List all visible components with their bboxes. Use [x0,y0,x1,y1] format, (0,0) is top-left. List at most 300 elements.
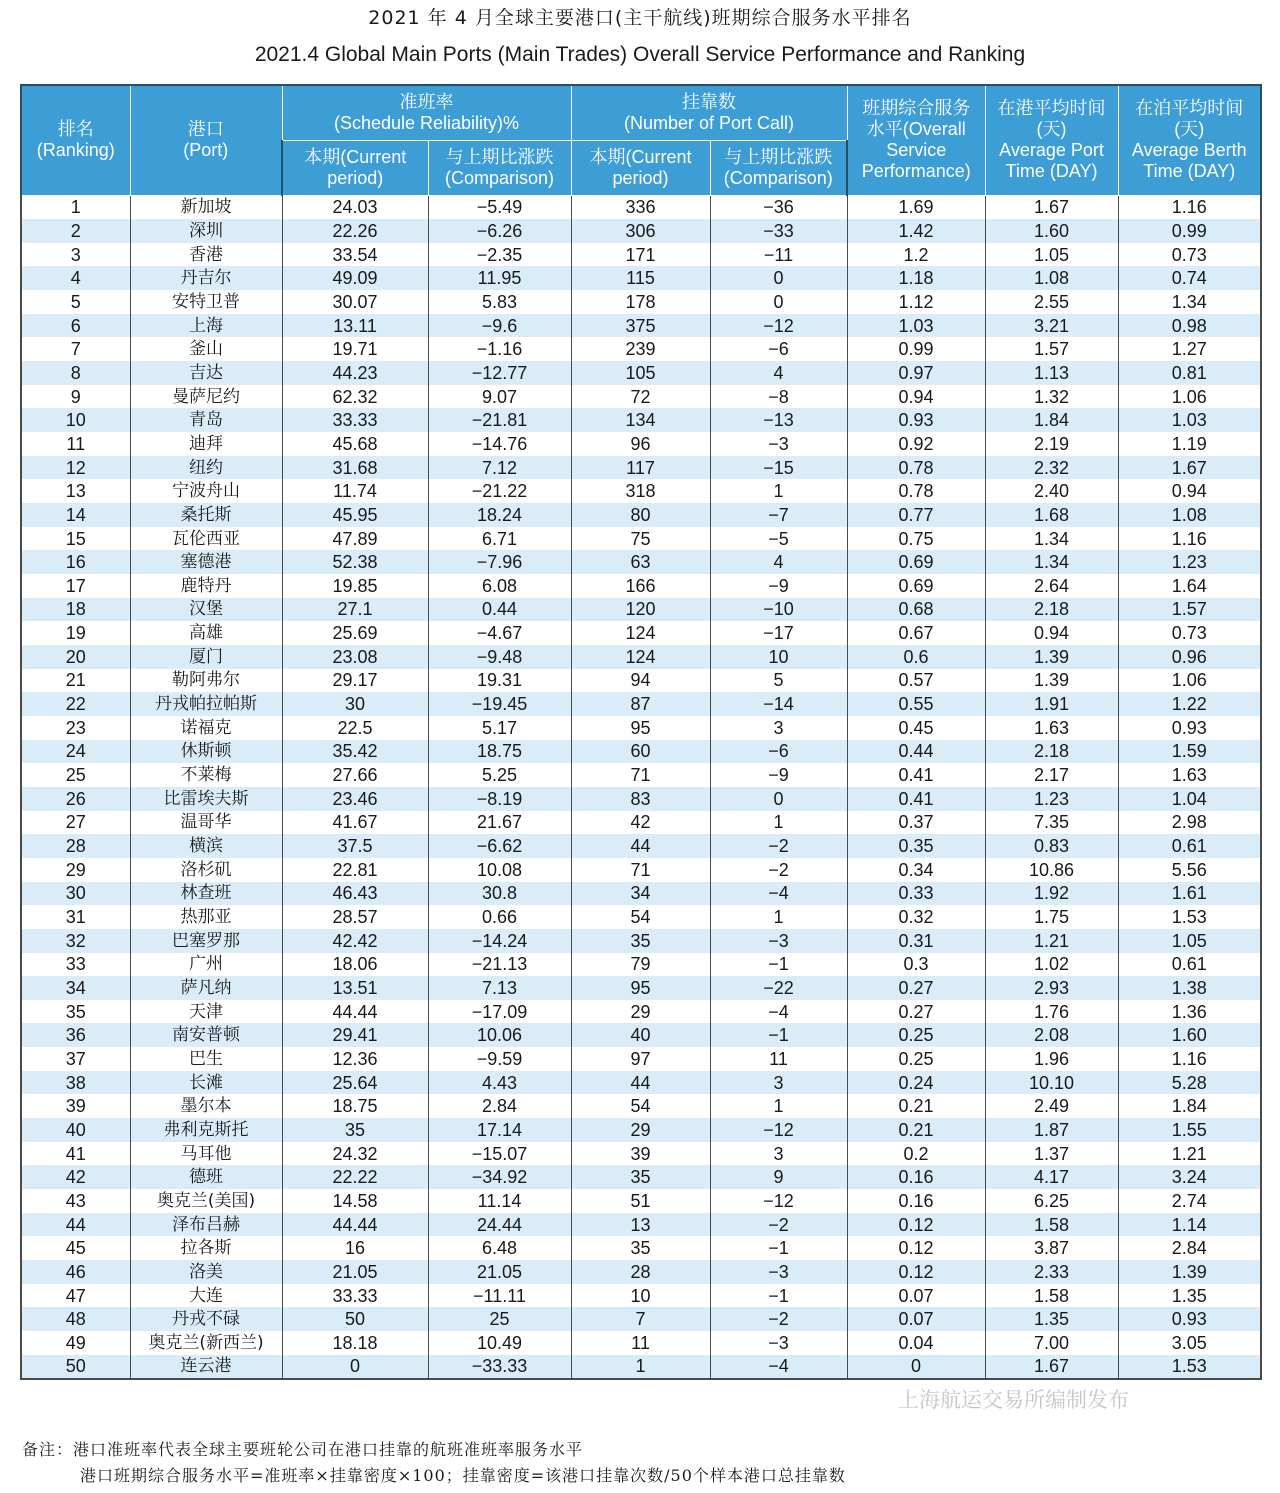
cell-avg-port-time: 1.08 [985,266,1118,290]
cell-reliability-current: 25.69 [282,621,428,645]
cell-port: 休斯顿 [130,740,282,764]
cell-port-call-comparison: 10 [710,645,847,669]
header-port: 港口 (Port) [130,85,282,195]
cell-port: 德班 [130,1165,282,1189]
cell-port: 长滩 [130,1071,282,1095]
cell-port-call-comparison: −17 [710,621,847,645]
cell-port-call-current: 44 [571,834,710,858]
cell-reliability-comparison: 11.14 [428,1189,571,1213]
cell-rank: 34 [21,976,130,1000]
cell-overall-score: 0.67 [847,621,985,645]
cell-port: 丹戎帕拉帕斯 [130,692,282,716]
cell-avg-port-time: 4.17 [985,1165,1118,1189]
cell-port: 墨尔本 [130,1094,282,1118]
cell-avg-port-time: 2.64 [985,574,1118,598]
cell-overall-score: 0.78 [847,456,985,480]
cell-avg-berth-time: 1.57 [1118,598,1261,622]
cell-port-call-current: 13 [571,1213,710,1237]
cell-avg-port-time: 1.02 [985,953,1118,977]
cell-port-call-comparison: 0 [710,290,847,314]
table-row [21,408,1261,432]
cell-port-call-current: 39 [571,1142,710,1166]
cell-overall-score: 0.35 [847,834,985,858]
cell-port-call-current: 35 [571,1165,710,1189]
page-title-en: 2021.4 Global Main Ports (Main Trades) Overall Service Performance and Ranking [254,43,1026,66]
cell-avg-berth-time: 1.21 [1118,1142,1261,1166]
cell-avg-berth-time: 2.74 [1118,1189,1261,1213]
cell-rank: 39 [21,1094,130,1118]
cell-reliability-comparison: 6.08 [428,574,571,598]
cell-port: 天津 [130,1000,282,1024]
cell-port-call-comparison: −22 [710,976,847,1000]
cell-avg-port-time: 1.39 [985,645,1118,669]
cell-reliability-current: 33.54 [282,243,428,267]
cell-overall-score: 0.33 [847,882,985,906]
cell-overall-score: 1.12 [847,290,985,314]
cell-reliability-comparison: 0.66 [428,905,571,929]
cell-port-call-current: 63 [571,550,710,574]
table-row [21,1118,1261,1142]
cell-avg-berth-time: 1.27 [1118,337,1261,361]
cell-port-call-current: 51 [571,1189,710,1213]
cell-rank: 24 [21,740,130,764]
cell-reliability-current: 29.17 [282,669,428,693]
cell-port-call-comparison: 1 [710,1094,847,1118]
cell-reliability-comparison: 6.48 [428,1236,571,1260]
cell-port-call-current: 171 [571,243,710,267]
cell-reliability-current: 22.5 [282,716,428,740]
cell-reliability-current: 12.36 [282,1047,428,1071]
cell-avg-berth-time: 1.60 [1118,1023,1261,1047]
cell-port-call-current: 120 [571,598,710,622]
cell-reliability-comparison: −2.35 [428,243,571,267]
cell-port: 拉各斯 [130,1236,282,1260]
cell-reliability-comparison: −12.77 [428,361,571,385]
cell-avg-port-time: 2.19 [985,432,1118,456]
cell-rank: 18 [21,598,130,622]
cell-reliability-current: 35.42 [282,740,428,764]
cell-port: 安特卫普 [130,290,282,314]
table-row [21,976,1261,1000]
cell-port-call-comparison: 0 [710,266,847,290]
cell-overall-score: 0.41 [847,787,985,811]
cell-port-call-current: 72 [571,385,710,409]
cell-avg-port-time: 7.00 [985,1331,1118,1355]
cell-port-call-comparison: −9 [710,574,847,598]
cell-avg-berth-time: 1.63 [1118,763,1261,787]
cell-port-call-current: 75 [571,527,710,551]
cell-reliability-current: 27.1 [282,598,428,622]
cell-port-call-current: 83 [571,787,710,811]
cell-reliability-current: 22.22 [282,1165,428,1189]
cell-avg-berth-time: 0.74 [1118,266,1261,290]
table-row [21,195,1261,219]
table-row [21,953,1261,977]
cell-reliability-current: 33.33 [282,408,428,432]
cell-port-call-comparison: 11 [710,1047,847,1071]
cell-port: 纽约 [130,456,282,480]
cell-avg-port-time: 1.75 [985,905,1118,929]
cell-port-call-current: 10 [571,1284,710,1308]
watermark: 上海航运交易所编制发布 [898,1388,1129,1412]
cell-avg-berth-time: 1.16 [1118,195,1261,219]
cell-overall-score: 0.37 [847,811,985,835]
cell-reliability-comparison: 5.83 [428,290,571,314]
cell-port-call-current: 96 [571,432,710,456]
cell-reliability-comparison: −7.96 [428,550,571,574]
cell-avg-berth-time: 0.73 [1118,621,1261,645]
table-row [21,503,1261,527]
table-row [21,1047,1261,1071]
cell-reliability-current: 24.03 [282,195,428,219]
cell-avg-berth-time: 1.23 [1118,550,1261,574]
cell-rank: 46 [21,1260,130,1284]
cell-port: 鹿特丹 [130,574,282,598]
cell-overall-score: 0.99 [847,337,985,361]
cell-avg-berth-time: 0.61 [1118,834,1261,858]
table-row [21,858,1261,882]
cell-reliability-comparison: −19.45 [428,692,571,716]
table-row [21,1355,1261,1380]
cell-port-call-current: 117 [571,456,710,480]
cell-reliability-current: 14.58 [282,1189,428,1213]
cell-rank: 1 [21,195,130,219]
table-row [21,1236,1261,1260]
cell-reliability-current: 49.09 [282,266,428,290]
cell-port: 泽布吕赫 [130,1213,282,1237]
cell-reliability-comparison: −14.76 [428,432,571,456]
cell-overall-score: 1.18 [847,266,985,290]
cell-avg-berth-time: 0.61 [1118,953,1261,977]
cell-reliability-comparison: −9.59 [428,1047,571,1071]
cell-reliability-current: 16 [282,1236,428,1260]
cell-reliability-current: 31.68 [282,456,428,480]
cell-port: 瓦伦西亚 [130,527,282,551]
cell-avg-berth-time: 1.04 [1118,787,1261,811]
cell-rank: 25 [21,763,130,787]
cell-avg-port-time: 1.67 [985,1355,1118,1380]
cell-rank: 44 [21,1213,130,1237]
cell-avg-berth-time: 1.55 [1118,1118,1261,1142]
cell-avg-port-time: 1.34 [985,550,1118,574]
cell-rank: 29 [21,858,130,882]
cell-reliability-current: 18.18 [282,1331,428,1355]
cell-rank: 40 [21,1118,130,1142]
cell-reliability-current: 33.33 [282,1284,428,1308]
cell-port-call-current: 239 [571,337,710,361]
cell-port: 萨凡纳 [130,976,282,1000]
cell-reliability-comparison: 5.25 [428,763,571,787]
cell-avg-berth-time: 2.98 [1118,811,1261,835]
cell-reliability-comparison: 10.49 [428,1331,571,1355]
cell-port-call-comparison: 1 [710,905,847,929]
cell-port-call-current: 29 [571,1000,710,1024]
cell-port: 桑托斯 [130,503,282,527]
cell-rank: 43 [21,1189,130,1213]
cell-port: 高雄 [130,621,282,645]
cell-reliability-current: 11.74 [282,479,428,503]
cell-avg-port-time: 1.13 [985,361,1118,385]
cell-avg-berth-time: 0.81 [1118,361,1261,385]
table-row [21,290,1261,314]
table-row [21,1260,1261,1284]
table-row [21,432,1261,456]
cell-overall-score: 0.31 [847,929,985,953]
cell-reliability-comparison: −17.09 [428,1000,571,1024]
cell-avg-port-time: 1.32 [985,385,1118,409]
cell-avg-berth-time: 0.99 [1118,219,1261,243]
cell-rank: 28 [21,834,130,858]
cell-port: 巴生 [130,1047,282,1071]
cell-reliability-comparison: −6.62 [428,834,571,858]
cell-overall-score: 0.16 [847,1189,985,1213]
cell-port: 厦门 [130,645,282,669]
cell-reliability-current: 50 [282,1307,428,1331]
table-row [21,1307,1261,1331]
cell-reliability-current: 44.44 [282,1000,428,1024]
cell-port-call-current: 336 [571,195,710,219]
cell-port-call-current: 1 [571,1355,710,1380]
cell-avg-port-time: 1.35 [985,1307,1118,1331]
cell-port-call-current: 124 [571,621,710,645]
cell-port-call-current: 29 [571,1118,710,1142]
cell-avg-port-time: 2.18 [985,598,1118,622]
cell-port-call-comparison: −1 [710,953,847,977]
cell-port-call-comparison: −7 [710,503,847,527]
cell-port-call-comparison: −5 [710,527,847,551]
table-row [21,692,1261,716]
table-row [21,929,1261,953]
cell-overall-score: 0.24 [847,1071,985,1095]
cell-port: 汉堡 [130,598,282,622]
cell-reliability-current: 21.05 [282,1260,428,1284]
cell-port-call-comparison: 4 [710,550,847,574]
header-port-call: 挂靠数 (Number of Port Call) [571,85,847,140]
cell-rank: 38 [21,1071,130,1095]
header-berth-time: 在泊平均时间 (天) Average Berth Time (DAY) [1118,85,1261,195]
cell-port-call-comparison: −2 [710,858,847,882]
cell-port-call-current: 87 [571,692,710,716]
cell-port-call-comparison: 9 [710,1165,847,1189]
cell-avg-port-time: 7.35 [985,811,1118,835]
cell-port-call-comparison: 1 [710,479,847,503]
cell-rank: 5 [21,290,130,314]
table-row [21,337,1261,361]
cell-rank: 49 [21,1331,130,1355]
cell-overall-score: 0.68 [847,598,985,622]
cell-port: 巴塞罗那 [130,929,282,953]
cell-avg-port-time: 2.93 [985,976,1118,1000]
cell-overall-score: 1.2 [847,243,985,267]
cell-avg-port-time: 2.18 [985,740,1118,764]
cell-reliability-current: 37.5 [282,834,428,858]
cell-avg-berth-time: 5.28 [1118,1071,1261,1095]
cell-port: 热那亚 [130,905,282,929]
cell-reliability-comparison: 7.12 [428,456,571,480]
cell-avg-port-time: 2.33 [985,1260,1118,1284]
cell-avg-berth-time: 1.53 [1118,905,1261,929]
cell-avg-port-time: 1.96 [985,1047,1118,1071]
cell-reliability-comparison: 21.67 [428,811,571,835]
table-row [21,787,1261,811]
cell-reliability-current: 30 [282,692,428,716]
table-row [21,479,1261,503]
cell-avg-port-time: 0.83 [985,834,1118,858]
cell-avg-port-time: 1.68 [985,503,1118,527]
cell-avg-berth-time: 1.06 [1118,385,1261,409]
cell-port-call-current: 35 [571,1236,710,1260]
cell-avg-port-time: 1.39 [985,669,1118,693]
cell-rank: 7 [21,337,130,361]
header-rank: 排名 (Ranking) [21,85,130,195]
table-row [21,219,1261,243]
cell-rank: 32 [21,929,130,953]
header-reliability-current: 本期(Current period) [282,140,428,195]
cell-reliability-comparison: −21.81 [428,408,571,432]
cell-reliability-current: 27.66 [282,763,428,787]
cell-port-call-current: 60 [571,740,710,764]
cell-reliability-comparison: 11.95 [428,266,571,290]
cell-avg-berth-time: 1.35 [1118,1284,1261,1308]
cell-reliability-current: 23.46 [282,787,428,811]
cell-avg-berth-time: 5.56 [1118,858,1261,882]
cell-rank: 31 [21,905,130,929]
table-row [21,598,1261,622]
cell-avg-berth-time: 1.84 [1118,1094,1261,1118]
cell-overall-score: 0.78 [847,479,985,503]
cell-avg-berth-time: 3.05 [1118,1331,1261,1355]
cell-port-call-current: 54 [571,905,710,929]
cell-rank: 2 [21,219,130,243]
cell-avg-berth-time: 1.39 [1118,1260,1261,1284]
cell-avg-berth-time: 1.64 [1118,574,1261,598]
cell-avg-port-time: 10.10 [985,1071,1118,1095]
cell-port-call-comparison: −6 [710,740,847,764]
cell-avg-port-time: 1.34 [985,527,1118,551]
cell-reliability-current: 0 [282,1355,428,1380]
table-row [21,385,1261,409]
cell-port-call-comparison: −6 [710,337,847,361]
header-port-call-current: 本期(Current period) [571,140,710,195]
cell-port-call-current: 95 [571,976,710,1000]
cell-rank: 12 [21,456,130,480]
cell-port: 大连 [130,1284,282,1308]
cell-reliability-comparison: 17.14 [428,1118,571,1142]
cell-port-call-comparison: −1 [710,1023,847,1047]
cell-port-call-comparison: 1 [710,811,847,835]
cell-rank: 35 [21,1000,130,1024]
cell-avg-berth-time: 0.94 [1118,479,1261,503]
cell-avg-berth-time: 3.24 [1118,1165,1261,1189]
cell-reliability-comparison: −9.48 [428,645,571,669]
cell-rank: 16 [21,550,130,574]
cell-avg-port-time: 2.40 [985,479,1118,503]
cell-avg-port-time: 1.05 [985,243,1118,267]
cell-port-call-comparison: −1 [710,1284,847,1308]
cell-overall-score: 1.42 [847,219,985,243]
table-row [21,1000,1261,1024]
cell-avg-port-time: 1.37 [985,1142,1118,1166]
cell-reliability-current: 45.95 [282,503,428,527]
cell-overall-score: 0.93 [847,408,985,432]
cell-port-call-current: 35 [571,929,710,953]
cell-rank: 9 [21,385,130,409]
cell-port-call-current: 44 [571,1071,710,1095]
cell-port: 吉达 [130,361,282,385]
cell-port: 洛杉矶 [130,858,282,882]
cell-avg-berth-time: 1.34 [1118,290,1261,314]
cell-avg-berth-time: 1.19 [1118,432,1261,456]
cell-reliability-comparison: −5.49 [428,195,571,219]
cell-port: 连云港 [130,1355,282,1380]
cell-reliability-comparison: −11.11 [428,1284,571,1308]
cell-overall-score: 0.55 [847,692,985,716]
cell-rank: 22 [21,692,130,716]
cell-avg-port-time: 2.32 [985,456,1118,480]
cell-overall-score: 0.97 [847,361,985,385]
cell-port-call-current: 11 [571,1331,710,1355]
cell-reliability-comparison: −21.22 [428,479,571,503]
table-body [21,195,1261,1379]
cell-port: 深圳 [130,219,282,243]
cell-reliability-current: 42.42 [282,929,428,953]
cell-overall-score: 0.07 [847,1284,985,1308]
cell-port: 横滨 [130,834,282,858]
cell-port-call-comparison: −2 [710,1213,847,1237]
cell-reliability-current: 30.07 [282,290,428,314]
cell-port-call-current: 34 [571,882,710,906]
cell-reliability-current: 28.57 [282,905,428,929]
cell-port-call-comparison: −9 [710,763,847,787]
cell-port-call-current: 40 [571,1023,710,1047]
cell-rank: 33 [21,953,130,977]
cell-rank: 17 [21,574,130,598]
cell-reliability-comparison: 7.13 [428,976,571,1000]
cell-overall-score: 0.75 [847,527,985,551]
cell-avg-berth-time: 0.96 [1118,645,1261,669]
cell-port-call-current: 95 [571,716,710,740]
table-row [21,1213,1261,1237]
cell-reliability-comparison: −6.26 [428,219,571,243]
cell-overall-score: 0.44 [847,740,985,764]
cell-rank: 3 [21,243,130,267]
cell-avg-port-time: 1.76 [985,1000,1118,1024]
cell-reliability-current: 18.06 [282,953,428,977]
cell-port-call-current: 115 [571,266,710,290]
table-row [21,527,1261,551]
table-row [21,621,1261,645]
cell-reliability-comparison: 6.71 [428,527,571,551]
cell-avg-port-time: 2.55 [985,290,1118,314]
cell-overall-score: 0.12 [847,1236,985,1260]
cell-reliability-comparison: 30.8 [428,882,571,906]
cell-reliability-current: 19.85 [282,574,428,598]
cell-port-call-current: 80 [571,503,710,527]
cell-avg-berth-time: 2.84 [1118,1236,1261,1260]
cell-port-call-comparison: −3 [710,1331,847,1355]
cell-reliability-comparison: 4.43 [428,1071,571,1095]
cell-overall-score: 0.25 [847,1023,985,1047]
cell-avg-berth-time: 0.98 [1118,314,1261,338]
cell-avg-berth-time: 1.61 [1118,882,1261,906]
header-overall: 班期综合服务 水平(Overall Service Performance) [847,85,985,195]
cell-rank: 8 [21,361,130,385]
cell-port-call-comparison: 4 [710,361,847,385]
table-row [21,1189,1261,1213]
cell-overall-score: 0.21 [847,1094,985,1118]
cell-avg-berth-time: 1.06 [1118,669,1261,693]
cell-reliability-comparison: 18.24 [428,503,571,527]
